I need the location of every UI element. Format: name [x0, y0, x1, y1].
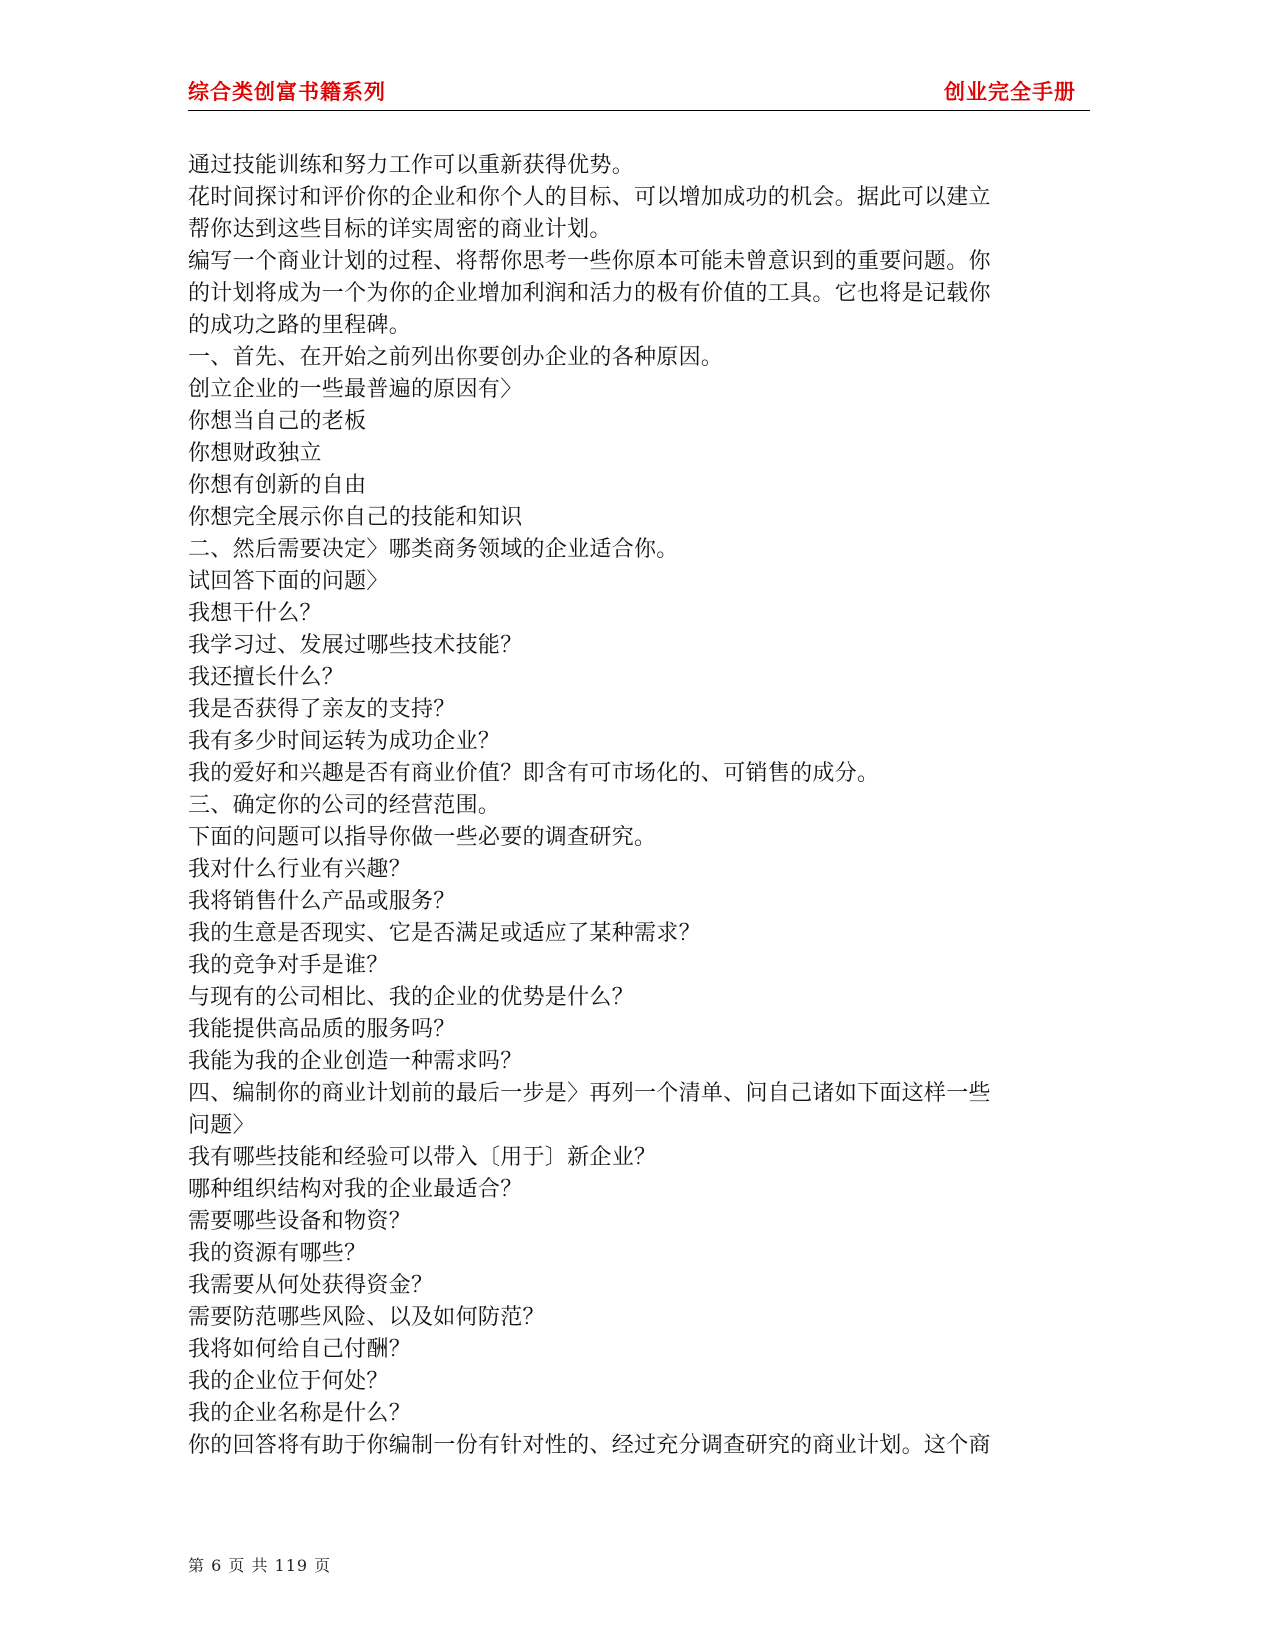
question-item: 哪种组织结构对我的企业最适合？	[188, 1177, 523, 1202]
text-line: 编写一个商业计划的过程、将帮你思考一些你原本可能未曾意识到的重要问题。你	[188, 249, 991, 274]
text-line: 创立企业的一些最普遍的原因有〉	[188, 377, 523, 402]
text-line: 下面的问题可以指导你做一些必要的调查研究。	[188, 825, 657, 850]
question-item: 需要防范哪些风险、以及如何防范？	[188, 1305, 545, 1330]
question-item: 我的生意是否现实、它是否满足或适应了某种需求？	[188, 921, 701, 946]
question-item: 我的企业位于何处？	[188, 1369, 389, 1394]
question-item: 我的企业名称是什么？	[188, 1401, 412, 1426]
question-item: 我有哪些技能和经验可以带入〔用于〕新企业？	[188, 1145, 657, 1170]
text-line: 问题〉	[188, 1113, 255, 1138]
series-title: 综合类创富书籍系列	[188, 80, 386, 104]
section-heading: 二、然后需要决定〉哪类商务领域的企业适合你。	[188, 537, 679, 562]
question-item: 我对什么行业有兴趣？	[188, 857, 412, 882]
page-header	[188, 74, 1090, 111]
page-number: 第 6 页 共 119 页	[188, 1556, 332, 1575]
question-item: 需要哪些设备和物资？	[188, 1209, 412, 1234]
text-line: 花时间探讨和评价你的企业和你个人的目标、可以增加成功的机会。据此可以建立	[188, 185, 991, 210]
question-item: 我能提供高品质的服务吗？	[188, 1017, 456, 1042]
document-body	[188, 150, 1090, 1462]
list-item: 你想完全展示你自己的技能和知识	[188, 505, 523, 530]
question-item: 我想干什么？	[188, 601, 322, 626]
question-item: 我的竞争对手是谁？	[188, 953, 389, 978]
question-item: 我学习过、发展过哪些技术技能？	[188, 633, 523, 658]
text-line: 的计划将成为一个为你的企业增加利润和活力的极有价值的工具。它也将是记载你	[188, 281, 991, 306]
section-heading: 一、首先、在开始之前列出你要创办企业的各种原因。	[188, 345, 724, 370]
question-item: 我还擅长什么？	[188, 665, 345, 690]
question-item: 我的爱好和兴趣是否有商业价值？即含有可市场化的、可销售的成分。	[188, 761, 880, 786]
question-item: 我能为我的企业创造一种需求吗？	[188, 1049, 523, 1074]
book-title: 创业完全手册	[944, 80, 1076, 104]
text-line: 通过技能训练和努力工作可以重新获得优势。	[188, 153, 635, 178]
question-item: 我需要从何处获得资金？	[188, 1273, 434, 1298]
text-line: 你的回答将有助于你编制一份有针对性的、经过充分调查研究的商业计划。这个商	[188, 1433, 991, 1458]
question-item: 我将如何给自己付酬？	[188, 1337, 412, 1362]
question-item: 与现有的公司相比、我的企业的优势是什么？	[188, 985, 635, 1010]
text-line: 的成功之路的里程碑。	[188, 313, 412, 338]
section-heading: 四、编制你的商业计划前的最后一步是〉再列一个清单、问自己诸如下面这样一些	[188, 1081, 991, 1106]
text-line: 帮你达到这些目标的详实周密的商业计划。	[188, 217, 612, 242]
question-item: 我将销售什么产品或服务？	[188, 889, 456, 914]
list-item: 你想有创新的自由	[188, 473, 367, 498]
list-item: 你想当自己的老板	[188, 409, 367, 434]
list-item: 你想财政独立	[188, 441, 322, 466]
question-item: 我的资源有哪些？	[188, 1241, 367, 1266]
section-heading: 三、确定你的公司的经营范围。	[188, 793, 501, 818]
text-line: 试回答下面的问题〉	[188, 569, 389, 594]
question-item: 我是否获得了亲友的支持？	[188, 697, 456, 722]
question-item: 我有多少时间运转为成功企业？	[188, 729, 501, 754]
